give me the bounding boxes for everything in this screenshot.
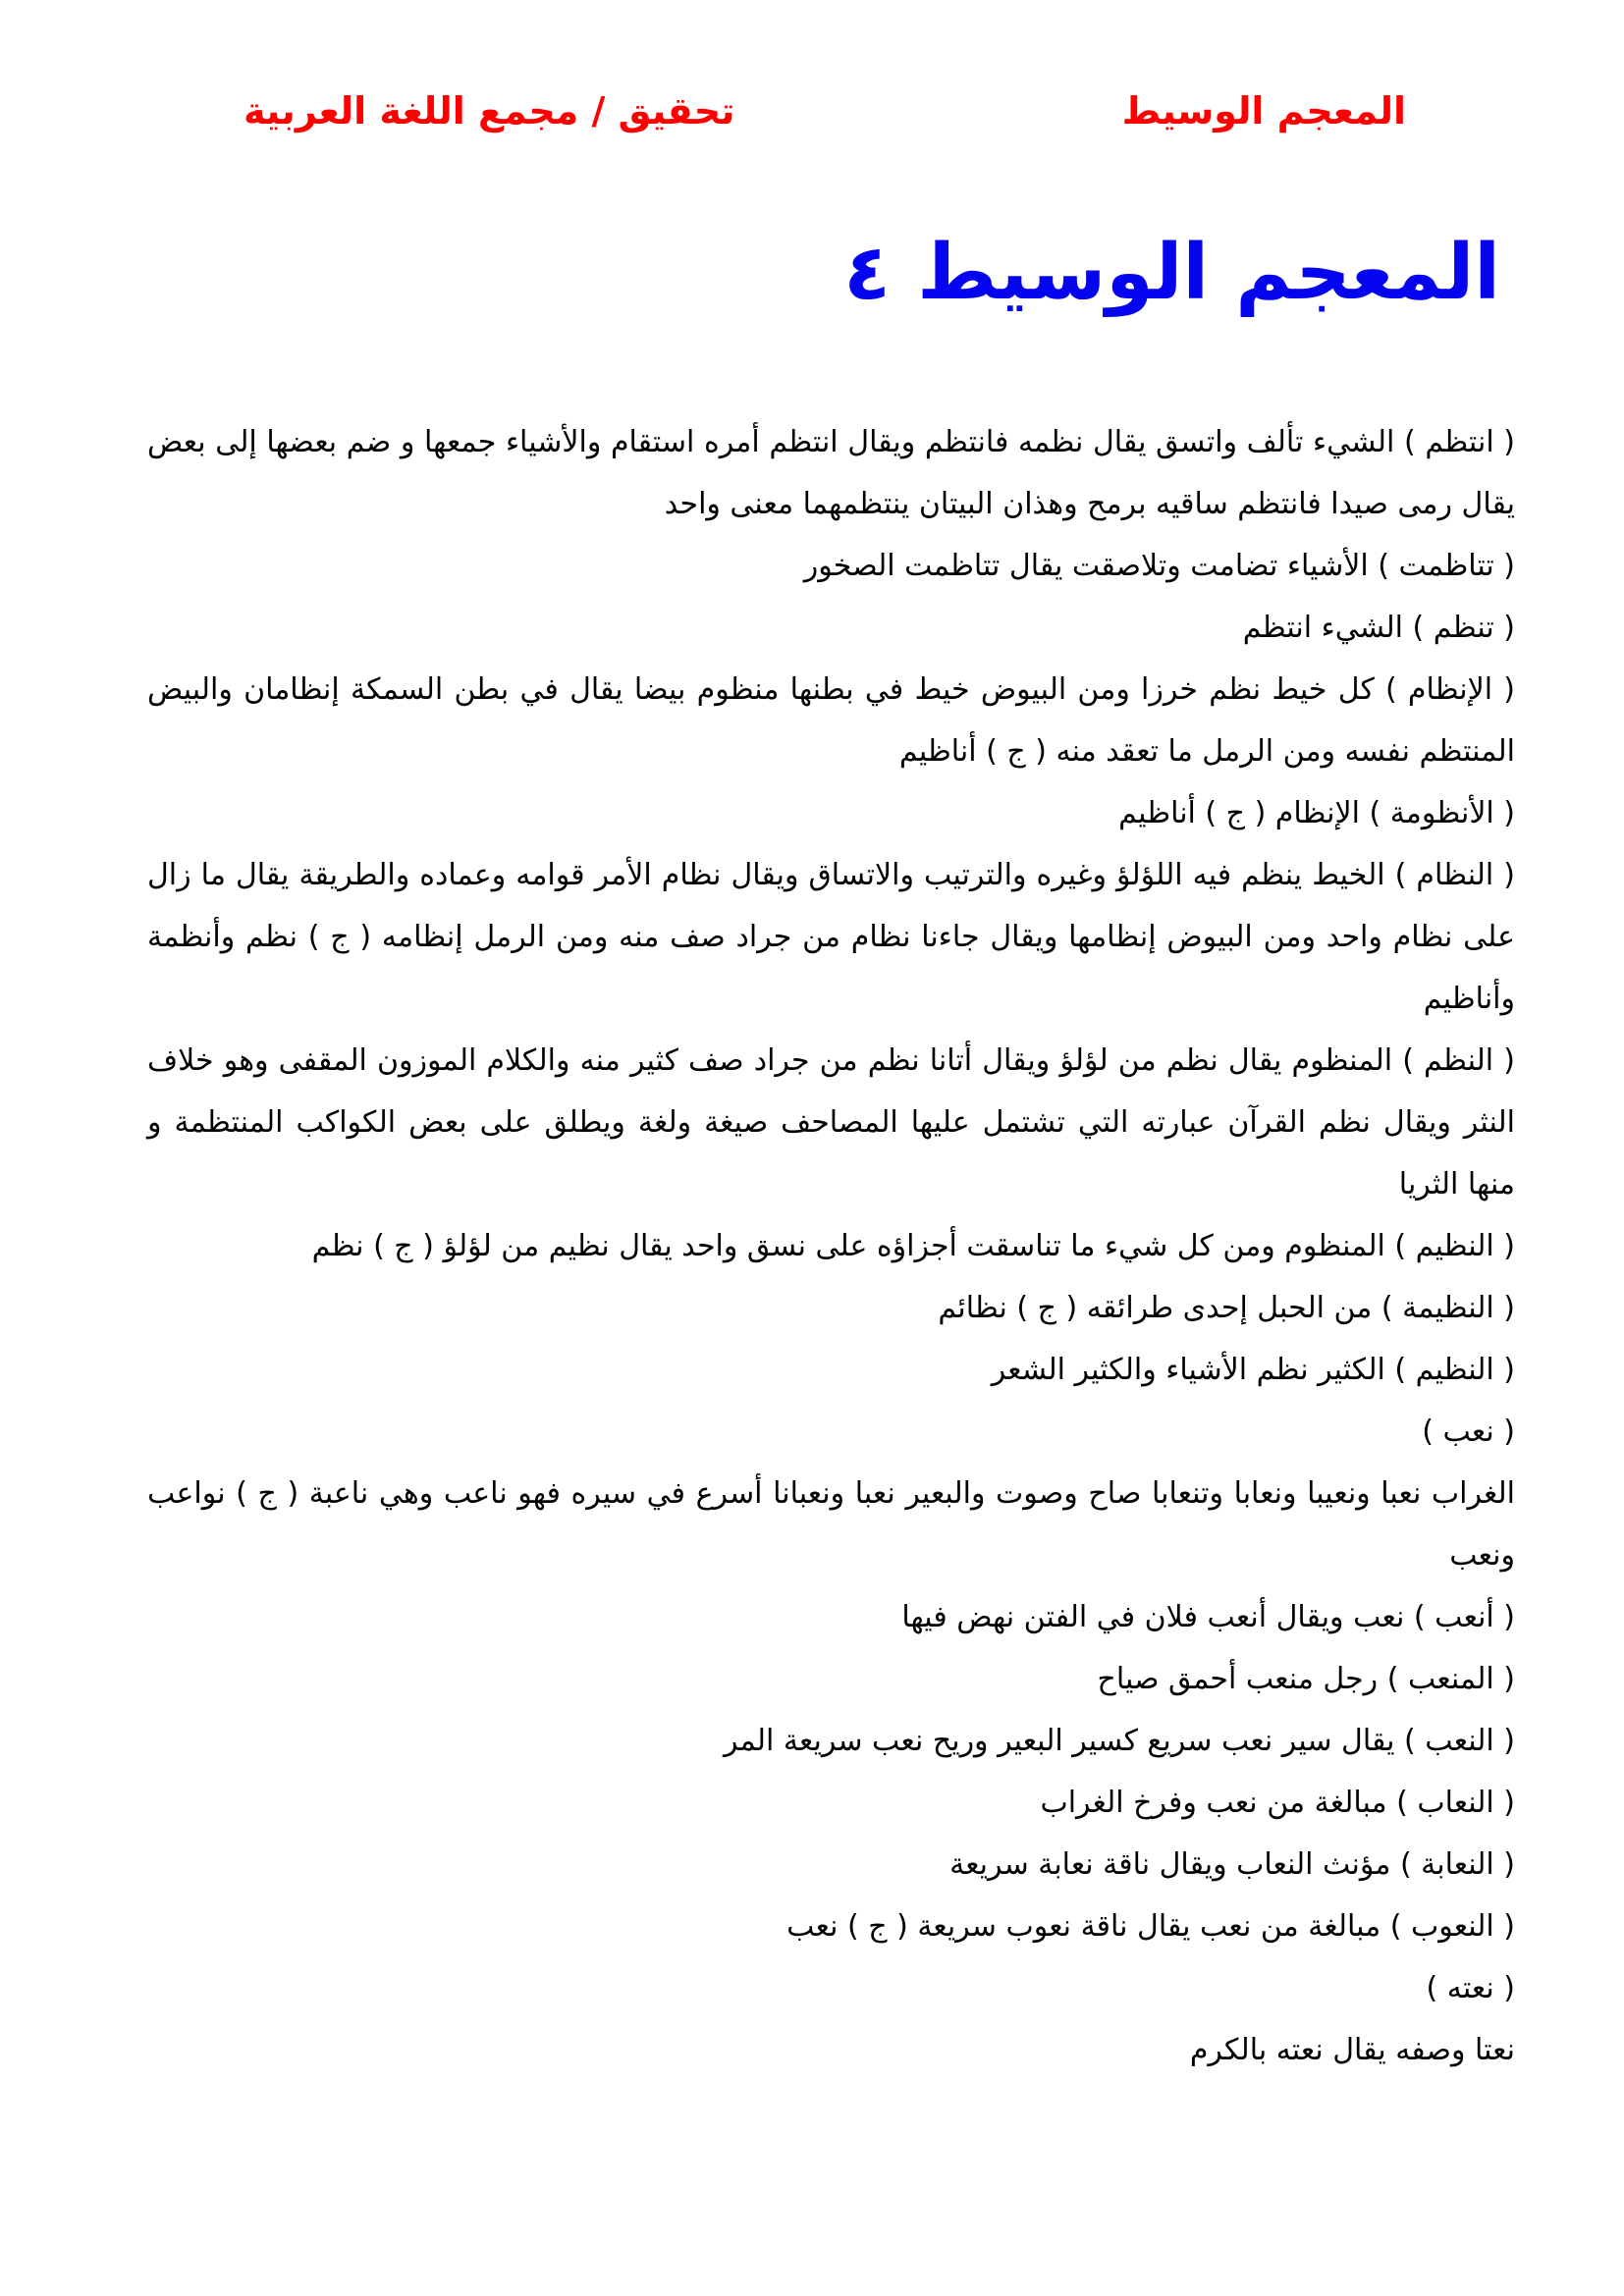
dictionary-entry: الغراب نعبا ونعيبا ونعابا وتنعابا صاح وصوت والبعير نعبا ونعبانا أسرع في سيره فهو ناعب وهي ناعبة ( ج ) نواعب ونعب bbox=[147, 1475, 1515, 1573]
dictionary-entry: ( النظيم ) الكثير نظم الأشياء والكثير الشعر bbox=[991, 1352, 1515, 1387]
dictionary-entry: ( النظام ) الخيط ينظم فيه اللؤلؤ وغيره والترتيب والاتساق ويقال نظام الأمر قوامه وعماده والطريقة يقال ما زال على نظام واحد ومن البيوض إنظامها ويقال جاءنا نظام من جراد صف منه ومن الرمل إنظامه ( ج ) نظم وأنظمة وأناظيم bbox=[147, 857, 1515, 1016]
volume-title: المعجم الوسيط ٤ bbox=[843, 228, 1500, 317]
dictionary-entry: ( الإنظام ) كل خيط نظم خرزا ومن البيوض خيط في بطنها منظوم بيضا يقال في بطن السمكة إنظامان والبيض المنتظم نفسه ومن الرمل ما تعقد منه ( ج ) أناظيم bbox=[147, 671, 1515, 769]
dictionary-entry-headword: ( نعته ) bbox=[1426, 1970, 1515, 2005]
dictionary-entry: ( الأنظومة ) الإنظام ( ج ) أناظيم bbox=[1118, 795, 1515, 830]
dictionary-entry: ( النظيمة ) من الحبل إحدى طرائقه ( ج ) نظائم bbox=[938, 1290, 1515, 1325]
dictionary-entry: ( أنعب ) نعب ويقال أنعب فلان في الفتن نهض فيها bbox=[901, 1599, 1515, 1634]
dictionary-entry: ( النظم ) المنظوم يقال نظم من لؤلؤ ويقال أتانا نظم من جراد صف كثير منه والكلام الموزون المقفى وهو خلاف النثر ويقال نظم القرآن عبارته التي تشتمل عليها المصاحف صيغة ولغة ويطلق على بعض الكواكب المنتظمة و منها الثريا bbox=[147, 1042, 1515, 1201]
dictionary-entry: ( انتظم ) الشيء تألف واتسق يقال نظمه فانتظم ويقال انتظم أمره استقام والأشياء جمعها و ضم بعضها إلى بعض يقال رمى صيدا فانتظم ساقيه برمح وهذان البيتان ينتظمهما معنى واحد bbox=[147, 424, 1515, 521]
dictionary-entry-headword: ( نعب ) bbox=[1422, 1414, 1515, 1449]
dictionary-entry: ( النعوب ) مبالغة من نعب يقال ناقة نعوب سريعة ( ج ) نعب bbox=[786, 1908, 1515, 1944]
dictionary-entry: ( تتاظمت ) الأشياء تضامت وتلاصقت يقال تتاظمت الصخور bbox=[803, 548, 1515, 583]
dictionary-entry: ( المنعب ) رجل منعب أحمق صياح bbox=[1097, 1661, 1515, 1696]
dictionary-entry: ( النعاب ) مبالغة من نعب وفرخ الغراب bbox=[1040, 1785, 1515, 1820]
dictionary-entry: ( النعابة ) مؤنث النعاب ويقال ناقة نعابة سريعة bbox=[949, 1846, 1515, 1882]
dictionary-entries bbox=[147, 411, 1515, 2081]
header-book-title: المعجم الوسيط bbox=[1121, 89, 1406, 133]
dictionary-entry: ( النظيم ) المنظوم ومن كل شيء ما تناسقت أجزاؤه على نسق واحد يقال نظيم من لؤلؤ ( ج ) نظم bbox=[311, 1228, 1515, 1263]
dictionary-entry: ( تنظم ) الشيء انتظم bbox=[1242, 610, 1515, 645]
dictionary-entry: نعتا وصفه يقال نعته بالكرم bbox=[1189, 2032, 1515, 2067]
page-header bbox=[0, 0, 1624, 135]
header-edit-credit: تحقيق / مجمع اللغة العربية bbox=[244, 89, 735, 133]
dictionary-entry: ( النعب ) يقال سير نعب سريع كسير البعير وريح نعب سريعة المر bbox=[724, 1723, 1515, 1758]
